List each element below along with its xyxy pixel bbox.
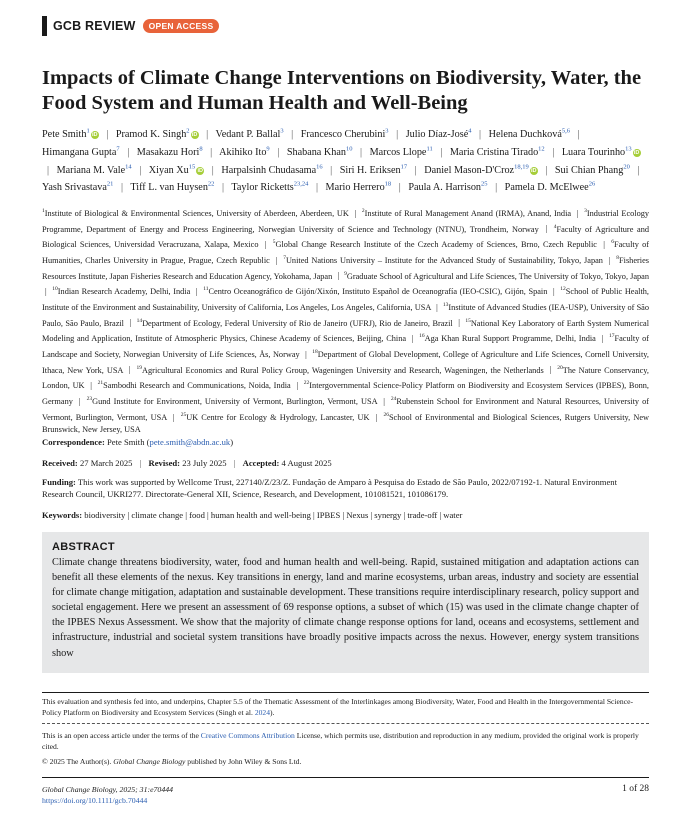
affiliation-number: 26 [383, 411, 389, 418]
affiliation-number: 23 [86, 396, 93, 403]
singh-2024-citation-link[interactable]: 2024 [254, 707, 270, 717]
author-affiliation-ref[interactable]: 21 [106, 180, 114, 188]
author-list [42, 125, 649, 195]
author-affiliation-ref[interactable]: 5,6 [561, 128, 570, 135]
affiliation-number: 8 [616, 255, 620, 262]
correspondence-name: Pete Smith [107, 437, 145, 447]
revised-label: Revised: [148, 458, 181, 468]
author-name: Maria Cristina Tirado [449, 146, 539, 158]
affiliation-separator: | [375, 412, 378, 422]
affiliation-separator: | [545, 224, 548, 234]
accepted-label: Accepted: [242, 458, 280, 468]
affiliation-text: Indian Research Academy, Delhi, India [57, 287, 191, 297]
orcid-icon[interactable]: iD [197, 167, 203, 174]
author-name: Marcos Llope [369, 146, 427, 158]
affiliation-separator: | [45, 287, 47, 297]
separator: | [139, 458, 142, 468]
affiliation-text: Aga Khan Rural Support Programme, Delhi, India [424, 334, 596, 344]
author [555, 165, 630, 176]
abstract-heading: ABSTRACT [52, 541, 115, 553]
author-affiliation-ref[interactable]: 25 [481, 180, 488, 188]
affiliation-separator: | [608, 255, 611, 265]
author-name: Pamela D. McElwee [504, 182, 589, 194]
affiliation-number: 7 [283, 255, 286, 262]
affiliation-text: Rubenstein School for Environment and Natural Resources, University of Vermont, Burlington, Vermont, USA [42, 396, 650, 422]
affiliation-number: 19 [136, 364, 143, 371]
author [42, 129, 99, 140]
funding-line [42, 477, 649, 500]
affiliation-number: 24 [390, 396, 397, 403]
affiliation-separator: | [601, 334, 604, 344]
affiliation-separator: | [172, 412, 175, 422]
author-name: Xiyan Xu [148, 164, 189, 176]
author [408, 182, 487, 193]
author-affiliation-ref[interactable]: 26 [588, 180, 596, 188]
affiliation-number: 11 [203, 286, 209, 293]
author-affiliation-ref[interactable]: 14 [125, 163, 132, 171]
affiliation-separator: | [354, 208, 357, 218]
creative-commons-link[interactable]: Creative Commons Attribution [200, 731, 295, 740]
author-affiliation-ref[interactable]: 17 [400, 163, 408, 171]
author [116, 129, 199, 140]
author-affiliation-ref[interactable]: 3 [280, 128, 284, 135]
affiliation-number: 25 [180, 411, 187, 418]
author-affiliation-ref[interactable]: 3 [385, 128, 389, 135]
author-name: Taylor Ricketts [231, 182, 294, 194]
author-affiliation-ref[interactable]: 7 [116, 145, 120, 153]
author-separator: | [210, 146, 213, 158]
affiliation-text: School of Public Health, Institute of the Environment and Sustainability, University of California, Los Angeles, Los Angeles, California, USA [42, 287, 650, 312]
affiliation-number: 18 [312, 349, 318, 356]
orcid-icon[interactable]: iD [191, 132, 198, 139]
author-affiliation-ref[interactable]: 23,24 [293, 180, 309, 188]
author-separator: | [47, 164, 50, 176]
footer-citation: Global Change Biology, 2025; 31:e70444 [42, 785, 174, 794]
abstract-box [42, 532, 649, 673]
correspondence-email-link[interactable]: pete.smith@abdn.ac.uk [149, 437, 231, 447]
affiliation-separator: | [275, 255, 278, 265]
author-separator: | [440, 146, 443, 158]
footer-citation-block [42, 784, 173, 806]
author-name: Daniel Mason-D'Croz [424, 164, 515, 176]
author-name: Harpalsinh Chudasama [221, 164, 317, 176]
doi-link[interactable]: https://doi.org/10.1111/gcb.70444 [42, 796, 148, 805]
author-name: Pramod K. Singh [115, 129, 187, 141]
affiliation-text: Graduate School of Agricultural and Life Sciences, The University of Tokyo, Tokyo, Japan [346, 271, 650, 281]
author-separator: | [495, 182, 498, 194]
author-name: Helena Duchková [488, 129, 562, 141]
author [340, 165, 407, 176]
affiliation-text: Department of Global Development, College of Agriculture and Life Sciences, Cornell University, Ithaca, New York, USA [42, 349, 649, 375]
author-separator: | [139, 164, 142, 176]
author [489, 129, 570, 140]
affiliation-separator: | [264, 240, 267, 250]
affiliation-text: Centro Oceanográfico de Gijón/Xixón, Instituto Español de Oceanografía (IEO-CSIC), Gijón, Spain [208, 287, 548, 297]
author-name: Mariana M. Vale [56, 164, 126, 176]
article-title: Impacts of Climate Change Interventions on Biodiversity, Water, the Food System and Human Health and Well-Being [42, 67, 642, 114]
affiliation-separator: | [129, 318, 132, 328]
affiliation-text: Faculty of Landscape and Society, Norwegian University of Life Sciences, Ås, Norway [42, 334, 650, 359]
author [505, 182, 596, 193]
affiliation-text: Faculty of Agriculture and Biological Sciences, Universidad Veracruzana, Xalapa, Mexico [42, 224, 650, 250]
affiliation-text: Department of Ecology, Federal University of Rio de Janeiro (UFRJ), Rio de Janeiro, Brazil [142, 318, 453, 328]
affiliation-text: Institute of Biological & Environmental Sciences, University of Aberdeen, Aberdeen, UK [44, 208, 349, 218]
affiliation-number: 16 [419, 333, 425, 340]
affiliation-separator: | [383, 396, 385, 406]
license-text-end: License, which permits use, distribution and reproduction in any medium, provided the original work is properly cited. [42, 731, 639, 751]
journal-name: GCB REVIEW [53, 19, 136, 33]
affiliation-number: 6 [611, 239, 614, 246]
dates-line [42, 458, 649, 470]
affiliation-list [42, 205, 649, 437]
orcid-icon[interactable]: iD [91, 132, 98, 139]
affiliation-number: 1 [42, 208, 45, 214]
author [301, 129, 389, 140]
affiliation-text: School of Environmental and Biological Sciences, Rutgers University, New Brunswick, New Jersey, USA [42, 412, 649, 435]
author-affiliation-ref[interactable]: 16 [316, 163, 323, 171]
affiliation-text: Sambodhi Research and Communications, Noida, India [103, 381, 291, 391]
affiliation-number: 14 [136, 317, 143, 324]
author-name: Luara Tourinho [561, 146, 626, 158]
author-name: Masakazu Hori [136, 146, 200, 158]
open-access-badge: OPEN ACCESS [143, 19, 220, 33]
author-separator: | [398, 182, 401, 194]
author-name: Yash Srivastava [42, 182, 107, 194]
author-name: Vedant P. Ballal [215, 129, 281, 141]
author [424, 165, 537, 176]
keywords-label: Keywords: [42, 510, 83, 520]
evaluation-footnote-end: ). [270, 707, 275, 717]
received-date: 27 March 2025 [79, 458, 133, 468]
affiliation-separator: | [576, 208, 579, 218]
affiliation-text: Agricultural Economics and Rural Policy Group, Wageningen University and Research, Wageningen, the Netherlands [142, 365, 544, 375]
affiliation-separator: | [78, 396, 81, 406]
author-affiliation-ref[interactable]: 13 [625, 145, 632, 153]
author-affiliation-ref[interactable]: 15 [188, 163, 196, 171]
author-separator: | [221, 182, 225, 194]
author [57, 165, 132, 176]
author-separator: | [330, 164, 333, 176]
author-affiliation-ref[interactable]: 22 [207, 180, 215, 188]
affiliation-number: 17 [609, 333, 615, 340]
affiliation-text: United Nations University – Institute for the Advanced Study of Sustainability, Tokyo, Japan [285, 255, 603, 265]
footnote-rule [42, 692, 649, 693]
author-separator: | [552, 146, 555, 158]
copyright-journal: Global Change Biology [113, 757, 186, 766]
affiliation-number: 3 [584, 208, 587, 214]
author [326, 182, 392, 193]
author-name: Julio Díaz-José [405, 129, 469, 141]
journal-header [42, 16, 219, 36]
affiliation-number: 9 [344, 270, 347, 277]
affiliation-separator: | [458, 318, 460, 328]
author-name: Mario Herrero [325, 182, 385, 194]
author [42, 147, 120, 158]
affiliation-number: 5 [272, 239, 276, 246]
author [221, 165, 322, 176]
affiliation-text: Institute of Rural Management Anand (IRMA), Anand, India [364, 208, 572, 218]
keywords-text: biodiversity | climate change | food | human health and well-being | IPBES | Nexus | synergy | trade-off | water [84, 510, 463, 520]
author-affiliation-ref[interactable]: 8 [199, 145, 203, 153]
evaluation-footnote-text: This evaluation and synthesis fed into, and underpins, Chapter 5.5 of the Thematic Assessment of the Interlinkages among Biodiversity, Water, Food and Health in the Intergovernmental Science-Policy Platform on Biodiversity and Ecosystem Services (Singh et al. [42, 697, 633, 717]
affiliation-text: The Nature Conservancy, London, UK [42, 365, 649, 391]
abstract-text: Climate change threatens biodiversity, water, food and human health and well-being. Rapid, sustained mitigation and adaptation actions can benefit all these elements of the nexus. Key transitions in energy, land and marine ecosystems, urban areas, industry and society are essential for climate change mitigation, adaptation and sustainable development. These transitions require interdisciplinary research, policy support and societal engagement. Here we present an assessment of 69 response options, a subset of which (15) was used in the climate change chapter of the IPBES Nexus Assessment. We show that the majority of climate change response options for land, oceans and ecosystems, settlement and infrastructure, industrial and societal system transitions have broadly positive impacts across the nexus. However, energy system transitions show [52, 557, 639, 659]
author-affiliation-ref[interactable]: 20 [623, 163, 630, 171]
affiliation-number: 4 [553, 223, 557, 230]
affiliation-separator: | [195, 287, 198, 297]
author-affiliation-ref[interactable]: 2 [186, 128, 190, 135]
author-separator: | [414, 164, 417, 176]
affiliation-separator: | [603, 240, 605, 250]
keywords-line [42, 510, 649, 522]
author-name: Himangana Gupta [42, 146, 117, 158]
affiliation-number: 20 [557, 364, 563, 371]
author-separator: | [396, 129, 399, 141]
author-separator: | [545, 164, 548, 176]
affiliation-separator: | [411, 334, 414, 344]
author-affiliation-ref[interactable]: 18,19 [514, 163, 529, 171]
affiliation-separator: | [549, 365, 552, 375]
author-name: Pete Smith [42, 129, 87, 141]
funding-label: Funding: [42, 477, 76, 487]
author-name: Shabana Khan [286, 146, 346, 158]
author-separator: | [277, 146, 280, 158]
author-name: Akihiko Ito [219, 146, 267, 158]
affiliation-text: UK Centre for Ecology & Hydrology, Lancaster, UK [186, 412, 370, 422]
affiliation-separator: | [90, 381, 92, 391]
license-text: This is an open access article under the terms of the [42, 731, 201, 740]
author [149, 165, 204, 176]
copyright-text: © 2025 The Author(s). [42, 757, 114, 766]
author [231, 182, 308, 193]
author-affiliation-ref[interactable]: 4 [468, 128, 472, 135]
affiliation-number: 10 [52, 286, 58, 293]
correspondence-label: Correspondence: [42, 437, 105, 447]
received-label: Received: [42, 458, 78, 468]
affiliation-number: 2 [361, 208, 365, 214]
affiliation-text: Gund Institute for Environment, University of Vermont, Burlington, Vermont, USA [92, 396, 378, 406]
author-affiliation-ref[interactable]: 9 [266, 145, 270, 153]
affiliation-text: National Key Laboratory of Earth System Numerical Modeling and Application, Institute of Atmospheric Physics, Chinese Academy of Sciences, Beijing, China [42, 318, 650, 344]
author-separator: | [211, 164, 214, 176]
author-separator: | [106, 129, 109, 141]
revised-date: 23 July 2025 [182, 458, 227, 468]
affiliation-separator: | [436, 302, 438, 312]
author [450, 147, 545, 158]
affiliation-text: Intergovernmental Science-Policy Platform on Biodiversity and Ecosystem Services (IPBES), Bonn, Germany [42, 381, 649, 406]
author [287, 147, 353, 158]
author [370, 147, 433, 158]
author-separator: | [479, 129, 482, 141]
author [562, 147, 641, 158]
copyright-text-end: published by John Wiley & Sons Ltd. [185, 757, 302, 766]
author [219, 147, 270, 158]
affiliation-text: Institute of Advanced Studies (IEA-USP), University of São Paulo, São Paulo, Brazil [42, 302, 650, 328]
footer-rule [42, 777, 649, 778]
funding-text: This work was supported by Wellcome Trust, 227140/Z/23/Z. Fundação de Amparo à Pesquisa do Estado de São Paulo, 2022/07192-1. Natural Environment Research Council, UKRI277. Directorate-General XII, Science, Research, and Development, 101081521, 101086179. [42, 477, 617, 499]
author [216, 129, 284, 140]
affiliation-number: 22 [303, 380, 310, 387]
author-separator: | [577, 129, 580, 141]
affiliation-number: 15 [465, 317, 471, 324]
affiliation-number: 21 [97, 380, 104, 387]
page-number: 1 of 28 [622, 784, 649, 794]
author [137, 147, 203, 158]
author-name: Siri H. Eriksen [339, 164, 401, 176]
affiliation-separator: | [553, 287, 555, 297]
affiliation-text: Faculty of Humanities, Charles University in Prague, Prague, Czech Republic [42, 240, 650, 265]
author-name: Paula A. Harrison [408, 182, 482, 194]
author-separator: | [206, 129, 209, 141]
affiliation-separator: | [305, 349, 307, 359]
copyright-line [42, 757, 649, 768]
separator: | [233, 458, 236, 468]
author-separator: | [120, 182, 123, 194]
author-affiliation-ref[interactable]: 10 [345, 145, 353, 153]
author [42, 182, 113, 193]
journal-bar-mark [42, 16, 47, 36]
author-separator: | [291, 129, 294, 141]
author-name: Tiff L. van Huysen [130, 182, 208, 194]
affiliation-number: 13 [442, 302, 449, 309]
orcid-icon[interactable]: iD [633, 149, 640, 156]
affiliation-separator: | [296, 381, 299, 391]
footnote-divider [42, 723, 649, 724]
author-separator: | [637, 164, 640, 176]
author-name: Francesco Cherubini [300, 129, 386, 141]
author-separator: | [360, 146, 363, 158]
affiliation-text: Industrial Ecology Programme, Department of Energy and Process Engineering, Norwegian University of Science and Technology (NTNU), Trondheim, Norway [42, 208, 650, 234]
affiliation-separator: | [128, 365, 131, 375]
affiliation-text: Fisheries Resources Institute, Japan Fisheries Research and Education Agency, Yokohama, Japan [42, 255, 649, 281]
affiliation-text: Global Change Research Institute of the Czech Academy of Sciences, Brno, Czech Republic [275, 240, 597, 250]
author-separator: | [127, 146, 130, 158]
author [406, 129, 472, 140]
author [130, 182, 214, 193]
author-name: Sui Chian Phang [554, 164, 624, 176]
evaluation-footnote [42, 697, 649, 718]
correspondence-line: Correspondence: Pete Smith (pete.smith@abdn.ac.uk) [42, 437, 234, 447]
license-footnote [42, 731, 649, 752]
author-affiliation-ref[interactable]: 1 [86, 128, 90, 135]
affiliation-number: 12 [560, 286, 566, 293]
author-affiliation-ref[interactable]: 18 [384, 180, 392, 188]
author-affiliation-ref[interactable]: 12 [538, 145, 545, 153]
affiliation-separator: | [337, 271, 340, 281]
accepted-date: 4 August 2025 [281, 458, 332, 468]
author-affiliation-ref[interactable]: 11 [426, 145, 433, 153]
orcid-icon[interactable]: iD [530, 167, 537, 174]
author-separator: | [315, 182, 318, 194]
